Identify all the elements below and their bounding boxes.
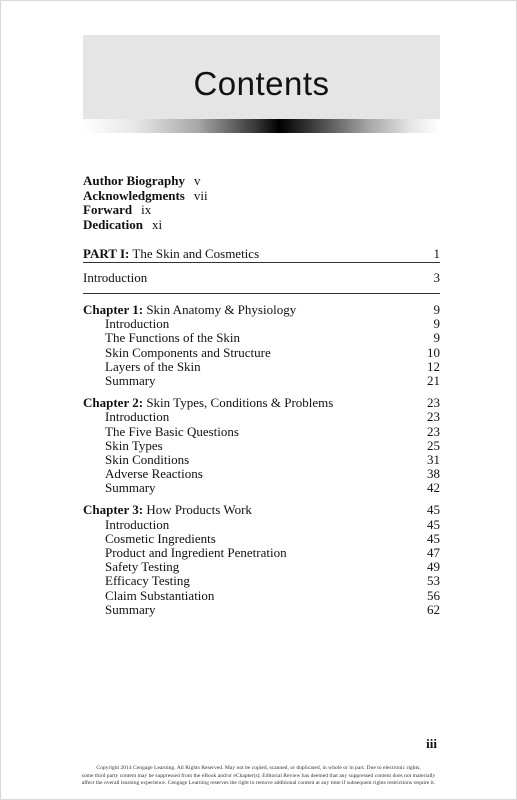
chapter-label: Chapter 2: [83,395,144,411]
section-title: Skin Components and Structure [105,344,271,360]
section-title: Introduction [105,409,170,425]
section-page: 49 [427,559,440,575]
front-matter-label: Dedication [83,216,143,232]
chapter-heading-3 [83,503,440,517]
section-title: Product and Ingredient Penetration [105,545,287,560]
section-page: 23 [427,409,440,425]
section-page: 56 [427,587,440,603]
section-title: Layers of the Skin [105,358,201,374]
section-entry [83,560,440,574]
introduction-entry [83,271,440,285]
section-entry [83,346,440,360]
section-entry [83,453,440,467]
chapter-heading-2 [83,396,440,410]
section-title: Cosmetic Ingredients [105,530,216,546]
section-page: 38 [427,466,440,482]
part-heading [83,246,440,263]
front-matter-item [83,174,440,189]
copyright-notice [13,765,504,788]
section-title: The Five Basic Questions [105,423,239,439]
section-entry [83,331,440,345]
chapter-page: 23 [427,395,440,411]
section-entry [83,574,440,588]
front-matter-label: Author Biography [83,173,185,188]
section-title: Summary [105,601,156,617]
section-title: Claim Substantiation [105,587,215,603]
section-page: 45 [427,516,440,532]
chapter-heading-1 [83,303,440,317]
chapter-label: Chapter 3: [83,502,144,518]
section-title: Introduction [105,316,170,332]
section-entry [83,467,440,481]
section-page: 47 [427,545,440,560]
section-title: Introduction [105,516,170,532]
front-matter-page: v [193,173,201,188]
section-page: 25 [427,437,440,453]
part-title: The Skin and Cosmetics [132,246,260,261]
section-page: 42 [427,480,440,496]
front-matter-item [83,218,440,233]
section-page: 12 [427,358,440,374]
section-entry [83,360,440,374]
introduction-page: 3 [433,270,440,285]
section-page: 23 [427,423,440,439]
front-matter-page: vii [193,187,208,203]
table-of-contents [83,246,440,617]
part-page: 1 [433,246,440,261]
front-matter-page: xi [151,216,163,232]
page-title: Contents [193,65,330,102]
section-entry [83,317,440,331]
section-entry [83,532,440,546]
section-page: 9 [433,330,440,346]
chapter-page: 9 [433,302,440,317]
chapter-label: Chapter 1: [83,302,144,317]
introduction-title: Introduction [83,270,148,285]
gradient-rule [83,119,440,133]
section-title: Summary [105,480,156,496]
copyright-line: some third party content may be suppressed from the eBook and/or eChapter(s). Editorial Review has deemed that any suppressed content does not materially [81,772,436,779]
front-matter-page: ix [141,202,152,217]
section-page: 10 [427,344,440,360]
section-page: 9 [433,316,440,332]
section-page: 62 [427,601,440,617]
section-title: Adverse Reactions [105,466,203,482]
section-title: Summary [105,372,156,388]
section-entry [83,546,440,560]
front-matter-label: Acknowledgments [83,187,185,203]
copyright-line: Copyright 2014 Cengage Learning. All Rights Reserved. May not be copied, scanned, or duplicated, in whole or in part. Due to electronic rights, [96,765,421,771]
section-title: Efficacy Testing [105,573,190,589]
section-entry [83,425,440,439]
front-matter-label: Forward [83,202,133,217]
section-entry [83,481,440,495]
section-title: Skin Conditions [105,451,190,467]
page-number: iii [426,736,437,751]
section-title: Skin Types [105,437,163,453]
section-title: The Functions of the Skin [105,330,241,346]
section-title: Safety Testing [105,559,180,575]
chapter-title: How Products Work [146,502,252,518]
section-page: 21 [427,372,440,388]
part-label: PART I: [83,246,130,261]
chapter-page: 45 [427,502,440,518]
section-entry [83,589,440,603]
section-page: 45 [427,530,440,546]
front-matter-list [83,174,440,232]
copyright-line: affect the overall learning experience. Cengage Learning reserves the right to remove additional content at any time if subsequent rights restrictions require it. [81,780,436,787]
section-page: 31 [427,451,440,467]
title-box [83,35,440,119]
section-entry [83,518,440,532]
chapter-title: Skin Anatomy & Physiology [146,302,297,317]
section-entry [83,374,440,388]
chapter-title: Skin Types, Conditions & Problems [146,395,334,411]
section-entry [83,410,440,424]
front-matter-item [83,189,440,204]
section-page: 53 [427,573,440,589]
section-entry [83,603,440,617]
front-matter-item [83,203,440,218]
section-entry [83,439,440,453]
